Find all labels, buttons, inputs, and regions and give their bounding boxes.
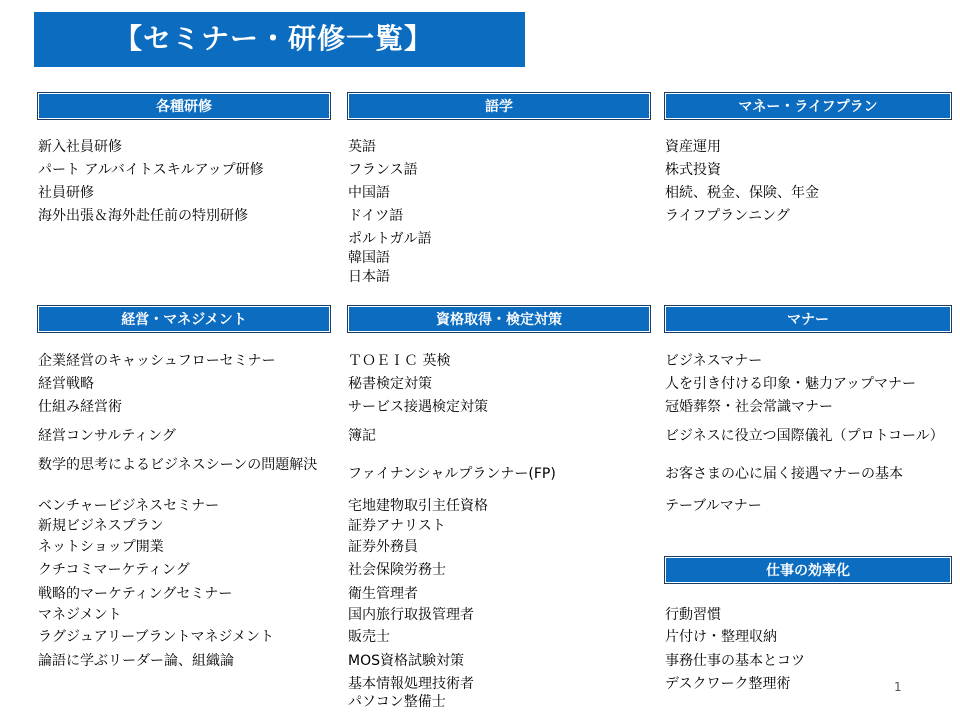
- header-shigoto-kouritsuka: 仕事の効率化: [665, 557, 951, 583]
- list-item: MOS資格試験対策: [348, 653, 464, 669]
- list-item: ビジネスに役立つ国際儀礼（プロトコール）: [665, 428, 944, 444]
- header-gogaku: 語学: [348, 93, 650, 119]
- header-keiei-management: 経営・マネジメント: [38, 306, 330, 332]
- list-item: 社員研修: [38, 185, 94, 201]
- list-item: 人を引き付ける印象・魅力アップマナー: [665, 376, 917, 392]
- list-item: ドイツ語: [348, 208, 404, 224]
- list-item: 国内旅行取扱管理者: [348, 607, 474, 623]
- list-item: 戦略的マーケティングセミナー: [38, 586, 233, 602]
- list-item: 相続、税金、保険、年金: [665, 185, 819, 201]
- list-item: 基本情報処理技術者: [348, 676, 474, 692]
- list-item: ポルトガル語: [348, 231, 432, 247]
- header-manner: マナー: [665, 306, 951, 332]
- list-item: 簿記: [348, 428, 376, 444]
- list-item: 新規ビジネスプラン: [38, 518, 164, 534]
- list-item: デスクワーク整理術: [665, 676, 791, 692]
- list-item: クチコミマーケティング: [38, 562, 190, 578]
- list-item: パソコン整備士: [348, 694, 446, 710]
- list-item: 数学的思考によるビジネスシーンの問題解決: [38, 457, 318, 473]
- list-item: ライフプランニング: [665, 208, 790, 224]
- list-item: 社会保険労務士: [348, 562, 446, 578]
- list-item: テーブルマナー: [665, 498, 762, 514]
- list-item: 宅地建物取引主任資格: [348, 498, 488, 514]
- list-item: 仕組み経営術: [38, 399, 122, 415]
- list-item: 秘書検定対策: [348, 376, 432, 392]
- list-item: 販売士: [348, 629, 390, 645]
- list-item: 証券アナリスト: [348, 518, 446, 534]
- list-item: お客さまの心に届く接遇マナーの基本: [665, 466, 903, 482]
- header-shikaku: 資格取得・検定対策: [348, 306, 650, 332]
- list-item: 経営戦略: [38, 376, 94, 392]
- title-banner: [34, 12, 525, 67]
- list-item: 冠婚葬祭・社会常識マナー: [665, 399, 833, 415]
- page-number: 1: [894, 680, 902, 694]
- list-item: マネジメント: [38, 607, 122, 623]
- list-item: 事務仕事の基本とコツ: [665, 653, 805, 669]
- list-item: パート アルバイトスキルアップ研修: [38, 162, 264, 178]
- list-item: ベンチャービジネスセミナー: [38, 498, 220, 514]
- list-item: 韓国語: [348, 250, 390, 266]
- list-item: ファイナンシャルプランナー(FP): [348, 466, 556, 482]
- list-item: 経営コンサルティング: [38, 428, 176, 444]
- header-money-lifeplan: マネー・ライフプラン: [665, 93, 951, 119]
- list-item: ラグジュアリーブラントマネジメント: [38, 629, 275, 645]
- page-title: 【セミナー・研修一覧】: [114, 22, 434, 55]
- list-item: 新入社員研修: [38, 139, 122, 155]
- list-item: 証券外務員: [348, 539, 418, 555]
- list-item: ネットショップ開業: [38, 539, 164, 555]
- list-item: 行動習慣: [665, 607, 721, 623]
- header-kakushu-kenshu: 各種研修: [38, 93, 330, 119]
- list-item: 株式投資: [665, 162, 721, 178]
- list-item: 論語に学ぶリーダー論、組織論: [38, 653, 234, 669]
- list-item: 企業経営のキャッシュフローセミナー: [38, 353, 276, 369]
- list-item: 海外出張＆海外赴任前の特別研修: [38, 208, 248, 224]
- list-item: ビジネスマナー: [665, 353, 763, 369]
- list-item: 英語: [348, 139, 376, 155]
- list-item: 資産運用: [665, 139, 721, 155]
- list-item: 中国語: [348, 185, 390, 201]
- list-item: フランス語: [348, 162, 418, 178]
- list-item: 衛生管理者: [348, 586, 418, 602]
- list-item: 日本語: [348, 269, 390, 285]
- list-item: サービス接遇検定対策: [348, 399, 488, 415]
- list-item: 片付け・整理収納: [665, 629, 777, 645]
- list-item: ＴＯＥＩＣ 英検: [348, 353, 451, 369]
